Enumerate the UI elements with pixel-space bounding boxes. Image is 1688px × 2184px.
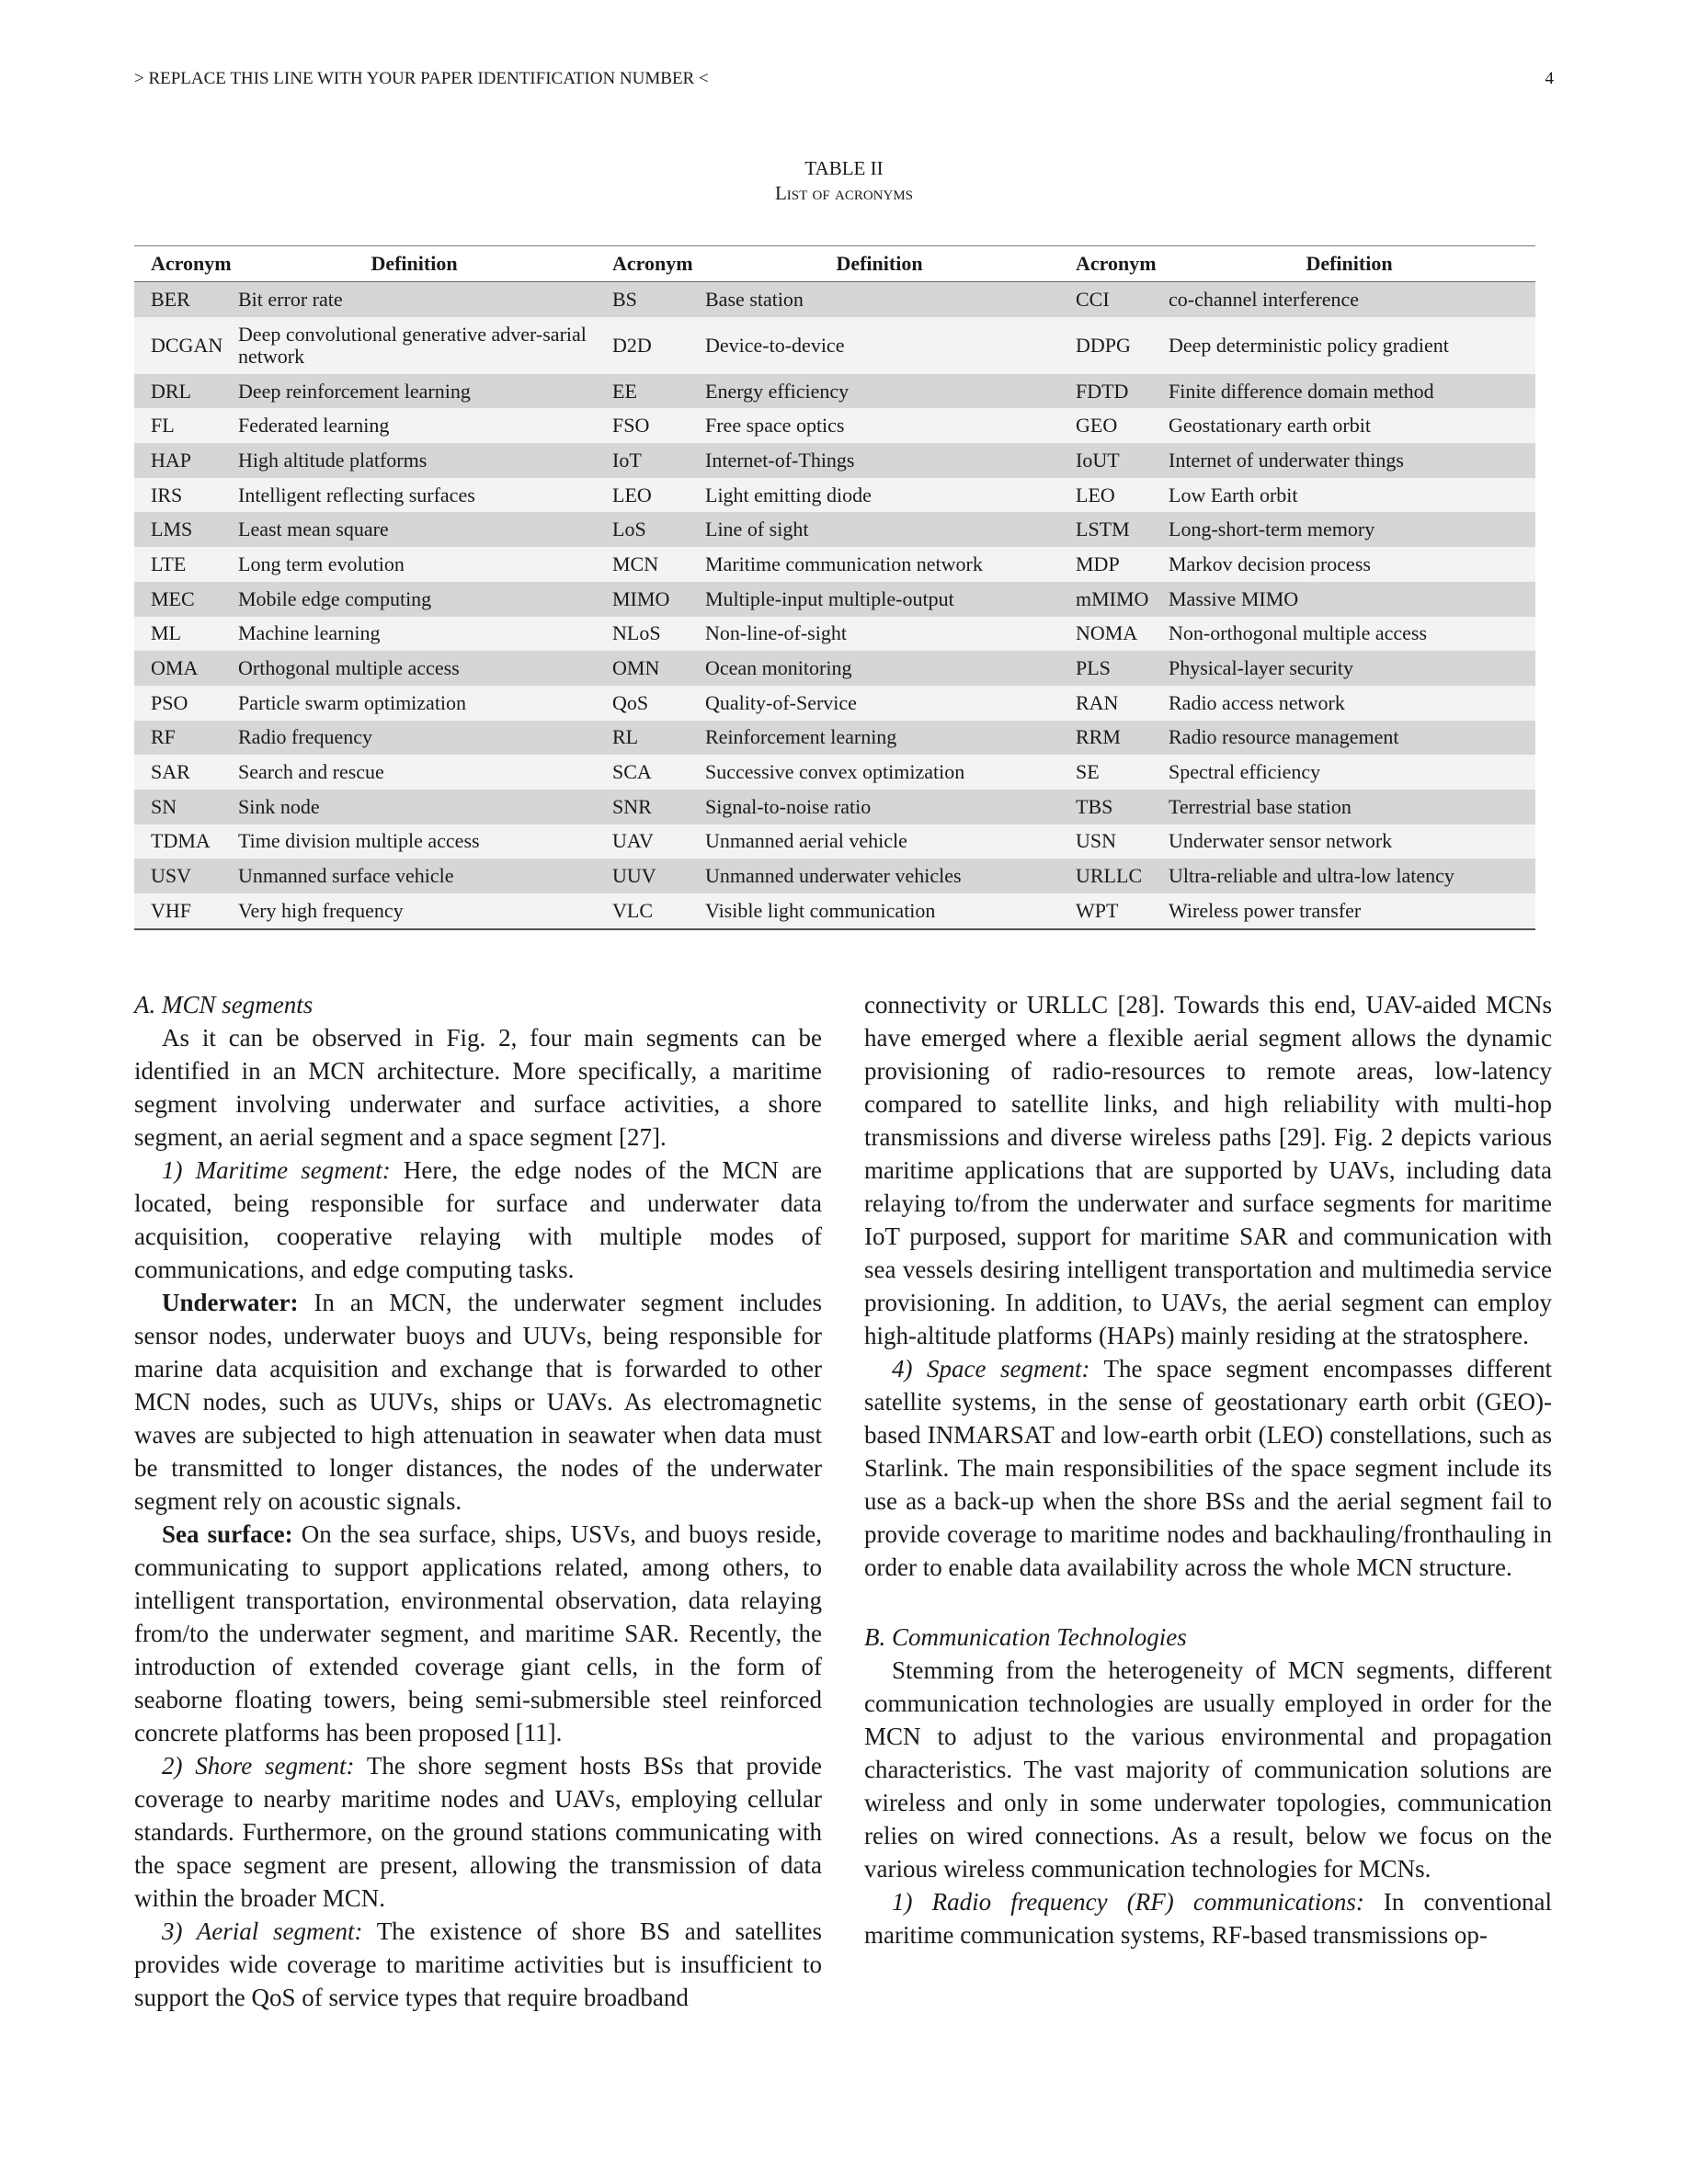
acronym-cell: USN bbox=[1059, 825, 1163, 859]
paragraph: As it can be observed in Fig. 2, four main segments can be identified in an MCN architecture. More specifically, a maritime segment involving underwater and surface activities, a shore segment, an aerial segment and a space segment [27]. bbox=[134, 1024, 822, 1151]
column-header: Acronym bbox=[596, 246, 700, 282]
definition-cell: Massive MIMO bbox=[1163, 582, 1535, 617]
table-row bbox=[134, 512, 1535, 547]
acronym-cell: HAP bbox=[134, 443, 233, 478]
acronym-cell: RAN bbox=[1059, 686, 1163, 721]
paragraph bbox=[864, 1352, 1552, 1584]
acronym-cell: DDPG bbox=[1059, 317, 1163, 374]
definition-cell: Reinforcement learning bbox=[700, 721, 1059, 756]
column-header: Definition bbox=[233, 246, 596, 282]
paragraph: connectivity or URLLC [28]. Towards this end, UAV-aided MCNs have emerged where a flexible aerial segment allows the dynamic provisioning of radio-resources to remote areas, low-latency compared to satellite links, and high reliability with multi-hop transmissions and diverse wireless paths [29]. Fig. 2 depicts various maritime applications that are supported by UAVs, including data relaying to/from the underwater and surface segments for maritime IoT purposed, support for maritime SAR and communication with sea vessels desiring intelligent transportation and multimedia service provisioning. In addition, to UAVs, the aerial segment can employ high-altitude platforms (HAPs) mainly residing at the stratosphere. bbox=[864, 991, 1552, 1349]
definition-cell: Base station bbox=[700, 282, 1059, 317]
definition-cell: Internet of underwater things bbox=[1163, 443, 1535, 478]
page-number: 4 bbox=[1545, 69, 1554, 88]
definition-cell: Spectral efficiency bbox=[1163, 755, 1535, 790]
paragraph-lead: Sea surface: bbox=[162, 1520, 293, 1548]
definition-cell: Markov decision process bbox=[1163, 547, 1535, 582]
acronym-cell: LSTM bbox=[1059, 512, 1163, 547]
acronym-cell: SN bbox=[134, 790, 233, 825]
definition-cell: Visible light communication bbox=[700, 893, 1059, 929]
section-heading-b: B. Communication Technologies bbox=[864, 1623, 1187, 1651]
paragraph bbox=[134, 1154, 822, 1286]
definition-cell: Free space optics bbox=[700, 408, 1059, 443]
paragraph bbox=[134, 1286, 822, 1518]
paragraph-text: Here, the edge nodes of the MCN are located, being responsible for surface and underwater data acquisition, cooperative relaying with multiple modes of communications, and edge computing tasks. bbox=[134, 1156, 822, 1283]
acronym-cell: SAR bbox=[134, 755, 233, 790]
paragraph-lead: 1) Maritime segment: bbox=[162, 1156, 391, 1184]
table-row bbox=[134, 443, 1535, 478]
acronym-cell: RRM bbox=[1059, 721, 1163, 756]
definition-cell: Very high frequency bbox=[233, 893, 596, 929]
column-header: Definition bbox=[700, 246, 1059, 282]
definition-cell: Non-line-of-sight bbox=[700, 617, 1059, 652]
paragraph-lead: 4) Space segment: bbox=[892, 1355, 1090, 1382]
acronym-cell: SCA bbox=[596, 755, 700, 790]
acronym-cell: IoUT bbox=[1059, 443, 1163, 478]
running-header bbox=[134, 66, 1554, 92]
left-column bbox=[134, 988, 822, 2014]
definition-cell: Orthogonal multiple access bbox=[233, 651, 596, 686]
definition-cell: Unmanned aerial vehicle bbox=[700, 825, 1059, 859]
table-row bbox=[134, 893, 1535, 929]
definition-cell: Long term evolution bbox=[233, 547, 596, 582]
definition-cell: Radio frequency bbox=[233, 721, 596, 756]
acronym-cell: OMA bbox=[134, 651, 233, 686]
section-heading-a: A. MCN segments bbox=[134, 991, 314, 1018]
acronym-cell: LEO bbox=[1059, 478, 1163, 513]
acronym-cell: VHF bbox=[134, 893, 233, 929]
definition-cell: co-channel interference bbox=[1163, 282, 1535, 317]
right-column bbox=[864, 988, 1552, 1951]
definition-cell: Finite difference domain method bbox=[1163, 374, 1535, 409]
paragraph-lead: 1) Radio frequency (RF) communications: bbox=[892, 1888, 1364, 1916]
paragraph bbox=[134, 1915, 822, 2014]
definition-cell: Sink node bbox=[233, 790, 596, 825]
column-header: Definition bbox=[1163, 246, 1535, 282]
acronym-cell: SNR bbox=[596, 790, 700, 825]
definition-cell: Energy efficiency bbox=[700, 374, 1059, 409]
definition-cell: Device-to-device bbox=[700, 317, 1059, 374]
paragraph bbox=[134, 1518, 822, 1749]
paragraph-text: On the sea surface, ships, USVs, and buoys reside, communicating to support applications related, among others, to intelligent transportation, environmental observation, data relaying from/to the underwater segment, and maritime SAR. Recently, the introduction of extended coverage giant cells, in the form of seaborne floating towers, being semi-submersible steel reinforced concrete platforms has been proposed [11]. bbox=[134, 1520, 822, 1746]
definition-cell: Search and rescue bbox=[233, 755, 596, 790]
definition-cell: Least mean square bbox=[233, 512, 596, 547]
paragraph-text: The shore segment hosts BSs that provide coverage to nearby maritime nodes and UAVs, employing cellular standards. Furthermore, on the ground stations communicating with the space segment are present, allowing the transmission of data within the broader MCN. bbox=[134, 1752, 822, 1912]
definition-cell: Ocean monitoring bbox=[700, 651, 1059, 686]
definition-cell: Unmanned underwater vehicles bbox=[700, 859, 1059, 893]
paragraph-lead: 3) Aerial segment: bbox=[162, 1917, 363, 1945]
definition-cell: Light emitting diode bbox=[700, 478, 1059, 513]
definition-cell: Deep deterministic policy gradient bbox=[1163, 317, 1535, 374]
acronym-cell: LMS bbox=[134, 512, 233, 547]
table-row bbox=[134, 547, 1535, 582]
definition-cell: Multiple-input multiple-output bbox=[700, 582, 1059, 617]
definition-cell: Radio resource management bbox=[1163, 721, 1535, 756]
definition-cell: High altitude platforms bbox=[233, 443, 596, 478]
table-row bbox=[134, 686, 1535, 721]
definition-cell: Bit error rate bbox=[233, 282, 596, 317]
definition-cell: Deep reinforcement learning bbox=[233, 374, 596, 409]
definition-cell: Machine learning bbox=[233, 617, 596, 652]
acronym-cell: OMN bbox=[596, 651, 700, 686]
table-header-row bbox=[134, 246, 1535, 282]
acronym-cell: QoS bbox=[596, 686, 700, 721]
acronym-cell: D2D bbox=[596, 317, 700, 374]
paragraph: Stemming from the heterogeneity of MCN segments, different communication technologies are usually employed in order for the MCN to adjust to the various environmental and propagation characteristics. The vast majority of communication solutions are wireless and only in some underwater topologies, communication relies on wired connections. As a result, below we focus on the various wireless communication technologies for MCNs. bbox=[864, 1656, 1552, 1883]
definition-cell: Unmanned surface vehicle bbox=[233, 859, 596, 893]
table-row bbox=[134, 790, 1535, 825]
definition-cell: Particle swarm optimization bbox=[233, 686, 596, 721]
table-row bbox=[134, 825, 1535, 859]
acronym-cell: LoS bbox=[596, 512, 700, 547]
definition-cell: Signal-to-noise ratio bbox=[700, 790, 1059, 825]
acronym-cell: URLLC bbox=[1059, 859, 1163, 893]
definition-cell: Maritime communication network bbox=[700, 547, 1059, 582]
acronym-cell: VLC bbox=[596, 893, 700, 929]
acronym-cell: SE bbox=[1059, 755, 1163, 790]
definition-cell: Low Earth orbit bbox=[1163, 478, 1535, 513]
acronym-cell: MCN bbox=[596, 547, 700, 582]
definition-cell: Ultra-reliable and ultra-low latency bbox=[1163, 859, 1535, 893]
table-row bbox=[134, 651, 1535, 686]
acronym-cell: IoT bbox=[596, 443, 700, 478]
paragraph bbox=[134, 1749, 822, 1915]
acronym-cell: UUV bbox=[596, 859, 700, 893]
acronym-cell: USV bbox=[134, 859, 233, 893]
definition-cell: Long-short-term memory bbox=[1163, 512, 1535, 547]
paragraph-text: The existence of shore BS and satellites provides wide coverage to maritime activities but is insufficient to support the QoS of service types that require broadband bbox=[134, 1917, 822, 2011]
acronym-cell: TBS bbox=[1059, 790, 1163, 825]
column-header: Acronym bbox=[134, 246, 233, 282]
table-row bbox=[134, 282, 1535, 317]
acronym-cell: NOMA bbox=[1059, 617, 1163, 652]
paragraph-text: The space segment encompasses different satellite systems, in the sense of geostationary earth orbit (GEO)-based INMARSAT and low-earth orbit (LEO) constellations, such as Starlink. The main responsibilities of the space segment include its use as a back-up when the shore BSs and the aerial segment fail to provide coverage to maritime nodes and backhauling/fronthauling in order to enable data availability across the whole MCN structure. bbox=[864, 1355, 1552, 1581]
acronym-cell: DCGAN bbox=[134, 317, 233, 374]
table-row bbox=[134, 617, 1535, 652]
acronym-cell: mMIMO bbox=[1059, 582, 1163, 617]
definition-cell: Successive convex optimization bbox=[700, 755, 1059, 790]
acronym-cell: MEC bbox=[134, 582, 233, 617]
definition-cell: Wireless power transfer bbox=[1163, 893, 1535, 929]
acronym-cell: TDMA bbox=[134, 825, 233, 859]
definition-cell: Terrestrial base station bbox=[1163, 790, 1535, 825]
acronym-cell: RF bbox=[134, 721, 233, 756]
table-row bbox=[134, 721, 1535, 756]
table-row bbox=[134, 374, 1535, 409]
table-row bbox=[134, 408, 1535, 443]
definition-cell: Underwater sensor network bbox=[1163, 825, 1535, 859]
acronym-cell: UAV bbox=[596, 825, 700, 859]
definition-cell: Geostationary earth orbit bbox=[1163, 408, 1535, 443]
acronym-cell: DRL bbox=[134, 374, 233, 409]
acronym-cell: CCI bbox=[1059, 282, 1163, 317]
definition-cell: Line of sight bbox=[700, 512, 1059, 547]
table-row bbox=[134, 859, 1535, 893]
acronym-cell: LTE bbox=[134, 547, 233, 582]
definition-cell: Quality-of-Service bbox=[700, 686, 1059, 721]
acronym-cell: WPT bbox=[1059, 893, 1163, 929]
acronym-cell: FL bbox=[134, 408, 233, 443]
acronym-table bbox=[134, 245, 1535, 930]
table-row bbox=[134, 478, 1535, 513]
column-header: Acronym bbox=[1059, 246, 1163, 282]
table-row bbox=[134, 317, 1535, 374]
header-text: > REPLACE THIS LINE WITH YOUR PAPER IDENTIFICATION NUMBER < bbox=[134, 69, 709, 88]
definition-cell: Time division multiple access bbox=[233, 825, 596, 859]
definition-cell: Federated learning bbox=[233, 408, 596, 443]
definition-cell: Mobile edge computing bbox=[233, 582, 596, 617]
acronym-cell: PSO bbox=[134, 686, 233, 721]
paragraph-text: In an MCN, the underwater segment includes sensor nodes, underwater buoys and UUVs, being responsible for marine data acquisition and exchange that is forwarded to other MCN nodes, such as UUVs, ships or UAVs. As electromagnetic waves are subjected to high attenuation in seawater when data must be transmitted to longer distances, the nodes of the underwater segment rely on acoustic signals. bbox=[134, 1289, 822, 1515]
acronym-cell: ML bbox=[134, 617, 233, 652]
acronym-cell: EE bbox=[596, 374, 700, 409]
acronym-cell: FSO bbox=[596, 408, 700, 443]
paragraph-lead: Underwater: bbox=[162, 1289, 299, 1316]
acronym-cell: MIMO bbox=[596, 582, 700, 617]
table-row bbox=[134, 582, 1535, 617]
definition-cell: Deep convolutional generative adver-sarial network bbox=[233, 317, 596, 374]
acronym-cell: RL bbox=[596, 721, 700, 756]
acronym-cell: LEO bbox=[596, 478, 700, 513]
definition-cell: Radio access network bbox=[1163, 686, 1535, 721]
definition-cell: Internet-of-Things bbox=[700, 443, 1059, 478]
acronym-cell: FDTD bbox=[1059, 374, 1163, 409]
acronym-cell: NLoS bbox=[596, 617, 700, 652]
definition-cell: Physical-layer security bbox=[1163, 651, 1535, 686]
acronym-cell: BER bbox=[134, 282, 233, 317]
acronym-cell: MDP bbox=[1059, 547, 1163, 582]
paragraph-lead: 2) Shore segment: bbox=[162, 1752, 355, 1780]
table-label: TABLE II bbox=[804, 157, 884, 179]
table-row bbox=[134, 755, 1535, 790]
table-title: List of acronyms bbox=[774, 182, 914, 204]
definition-cell: Intelligent reflecting surfaces bbox=[233, 478, 596, 513]
acronym-cell: GEO bbox=[1059, 408, 1163, 443]
acronym-cell: PLS bbox=[1059, 651, 1163, 686]
table-caption bbox=[134, 156, 1554, 206]
paragraph bbox=[864, 1885, 1552, 1951]
acronym-cell: BS bbox=[596, 282, 700, 317]
definition-cell: Non-orthogonal multiple access bbox=[1163, 617, 1535, 652]
acronym-cell: IRS bbox=[134, 478, 233, 513]
paragraph-text: In conventional maritime communication systems, RF-based transmissions op- bbox=[864, 1888, 1552, 1949]
